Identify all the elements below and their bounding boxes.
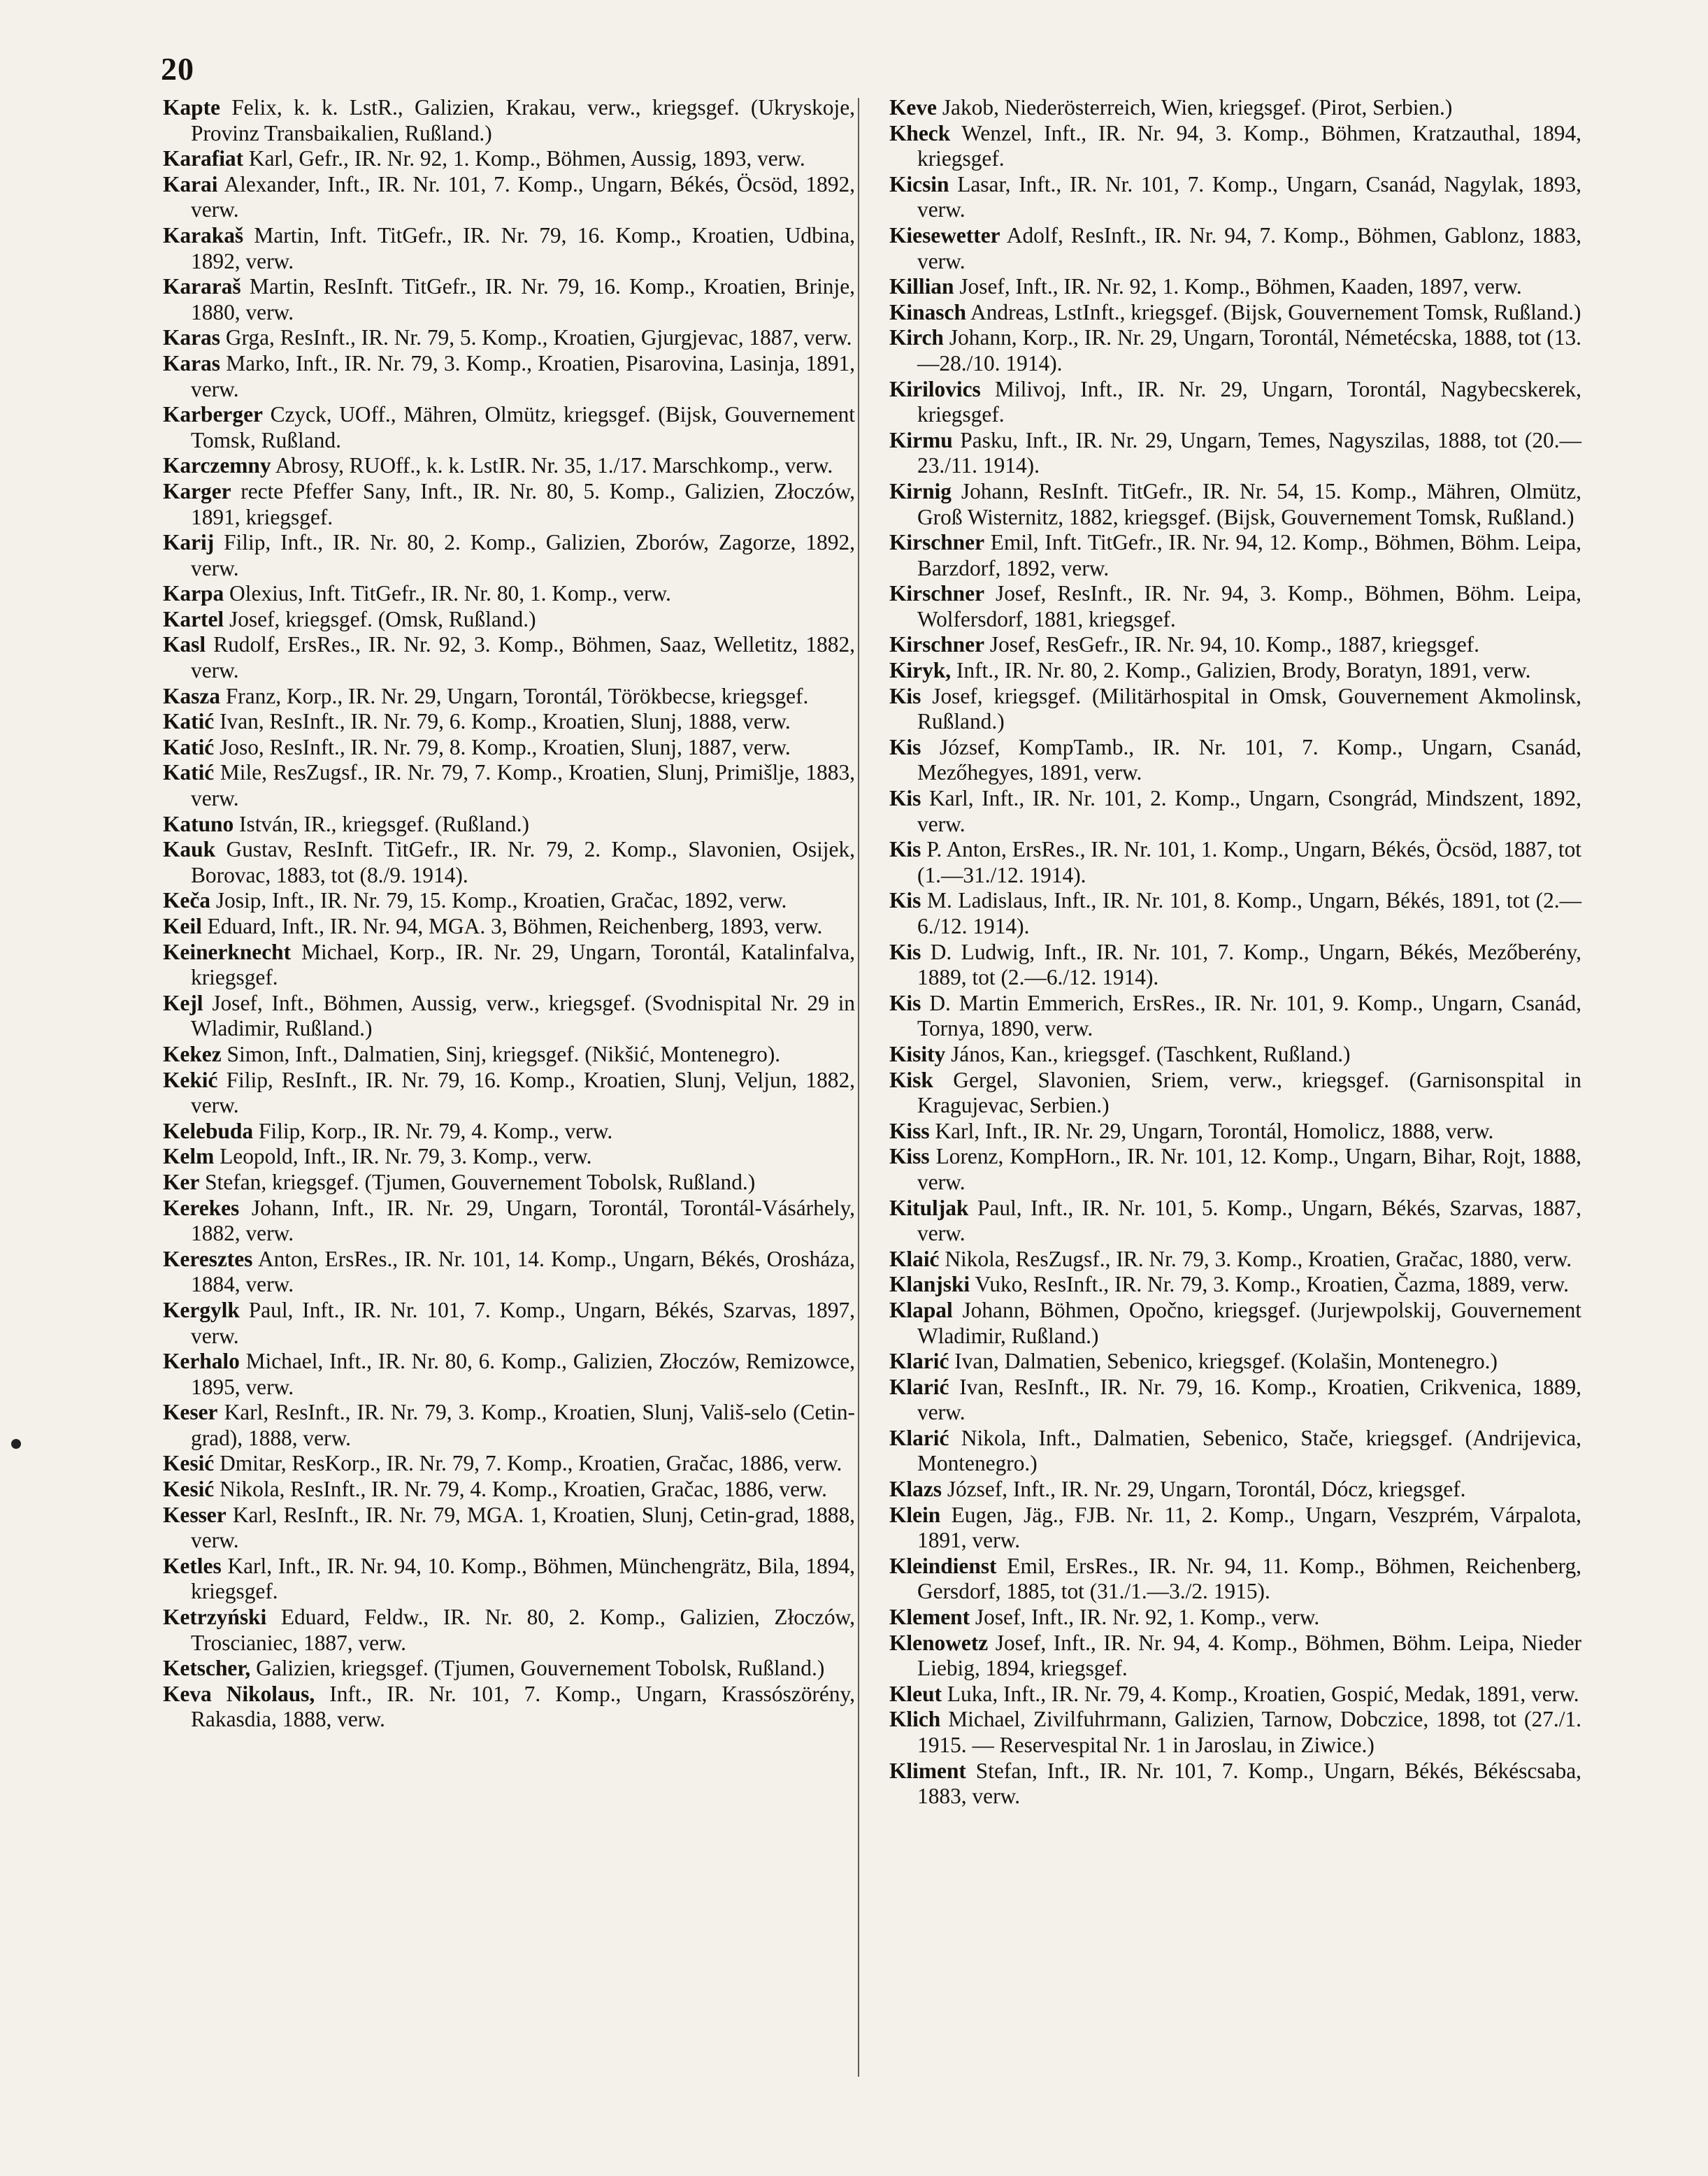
register-entry [163,1656,855,1682]
entry-details: Alexander, Inft., IR. Nr. 101, 7. Komp., Ungarn, Békés, Öcsöd, 1892, verw. [191,171,855,222]
entry-details: Josef, ResGefr., IR. Nr. 94, 10. Komp., 1887, kriegsgef. [984,632,1479,657]
register-entry [889,300,1581,326]
entry-surname: Klaić [889,1246,940,1271]
register-entry [889,530,1581,581]
entry-surname: Kisity [889,1041,946,1066]
entry-surname: Kisk [889,1067,933,1092]
register-entry [163,351,855,402]
entry-surname: Klazs [889,1477,942,1502]
register-entry [163,1298,855,1349]
entry-surname: Karpa [163,581,224,606]
entry-details: Karl, Inft., IR. Nr. 94, 10. Komp., Böhmen, Münchengrätz, Bila, 1894, kriegsgef. [191,1553,855,1604]
entry-surname: Kiss [889,1118,930,1143]
entry-surname: Ketscher, [163,1656,251,1681]
register-entry [889,428,1581,479]
register-entry [889,1196,1581,1247]
entry-surname: Kleut [889,1681,942,1706]
register-entry [889,1042,1581,1068]
entry-surname: Kliment [889,1758,966,1783]
entry-surname: Keča [163,888,210,913]
entry-surname: Kis [889,683,921,708]
entry-details: Filip, Korp., IR. Nr. 79, 4. Komp., verw. [253,1118,613,1143]
entry-details: Karl, Inft., IR. Nr. 101, 2. Komp., Ungarn, Csongrád, Mindszent, 1892, verw. [917,786,1581,836]
entry-details: Mile, ResZugsf., IR. Nr. 79, 7. Komp., Kroatien, Slunj, Primišlje, 1883, verw. [191,760,855,811]
register-entry [163,684,855,710]
entry-surname: Karij [163,530,215,555]
register-entry [163,1068,855,1119]
right-column [889,95,1581,1810]
register-entry [163,1682,855,1733]
entry-details: Eugen, Jäg., FJB. Nr. 11, 2. Komp., Ungarn, Veszprém, Várpalota, 1891, verw. [917,1502,1581,1553]
entry-surname: Kinasch [889,299,966,324]
entry-surname: Kiss [889,1144,930,1169]
entry-details: Josef, ResInft., IR. Nr. 94, 3. Komp., Böhmen, Böhm. Leipa, Wolfersdorf, 1881, kriegsgef. [917,581,1581,631]
register-entry [163,95,855,146]
entry-surname: Kauk [163,837,216,862]
entry-details: Emil, ErsRes., IR. Nr. 94, 11. Komp., Böhmen, Reichenberg, Gersdorf, 1885, tot (31./1.—3./2. 1915). [917,1553,1581,1604]
entry-surname: Kesser [163,1502,227,1527]
entry-details: Grga, ResInft., IR. Nr. 79, 5. Komp., Kroatien, Gjurgjevac, 1887, verw. [220,325,852,350]
entry-details: Dmitar, ResKorp., IR. Nr. 79, 7. Komp., Kroatien, Gračac, 1886, verw. [214,1451,842,1476]
entry-surname: Kirmu [889,427,953,452]
register-entry [163,812,855,838]
register-entry [889,1605,1581,1631]
entry-surname: Karai [163,171,218,196]
register-entry [163,607,855,633]
entry-details: Ivan, Dalmatien, Sebenico, kriegsgef. (Kolašin, Montenegro.) [949,1349,1498,1374]
page-number: 20 [161,51,194,87]
entry-surname: Kelm [163,1144,215,1169]
register-entry [163,1144,855,1170]
entry-details: Nikola, ResZugsf., IR. Nr. 79, 3. Komp., Kroatien, Gračac, 1880, verw. [939,1246,1572,1271]
entry-details: Czyck, UOff., Mähren, Olmütz, kriegsgef. (Bijsk, Gouvernement Tomsk, Rußland. [191,402,855,452]
entry-details: Josip, Inft., IR. Nr. 79, 15. Komp., Kroatien, Gračac, 1892, verw. [210,888,787,913]
entry-surname: Kirilovics [889,376,981,401]
entry-details: Johann, Korp., IR. Nr. 29, Ungarn, Torontál, Németécska, 1888, tot (13.—28./10. 1914). [917,325,1581,375]
register-entry [163,1119,855,1145]
entry-surname: Keinerknecht [163,939,292,964]
entry-details: István, IR., kriegsgef. (Rußland.) [234,811,529,836]
entry-surname: Klein [889,1502,941,1527]
entry-details: Leopold, Inft., IR. Nr. 79, 3. Komp., verw. [214,1144,592,1169]
entry-details: D. Martin Emmerich, ErsRes., IR. Nr. 101, 9. Komp., Ungarn, Csanád, Tornya, 1890, verw. [917,990,1581,1041]
entry-details: Karl, ResInft., IR. Nr. 79, 3. Komp., Kroatien, Slunj, Vališ-selo (Cetin-grad), 1888, verw. [191,1400,855,1450]
register-entry [889,95,1581,121]
entry-surname: Kesić [163,1477,215,1502]
entry-details: Lasar, Inft., IR. Nr. 101, 7. Komp., Ungarn, Csanád, Nagylak, 1893, verw. [917,171,1581,222]
entry-surname: Kheck [889,120,951,145]
entry-details: Felix, k. k. LstR., Galizien, Krakau, verw., kriegsgef. (Ukryskoje, Provinz Transbaikalien, Rußland.) [191,95,855,145]
register-entry [163,940,855,991]
entry-surname: Kirch [889,325,944,350]
entry-details: Andreas, LstInft., kriegsgef. (Bijsk, Gouvernement Tomsk, Rußland.) [966,299,1581,324]
entry-surname: Kirschner [889,530,985,555]
entry-details: Ivan, ResInft., IR. Nr. 79, 16. Komp., Kroatien, Crikvenica, 1889, verw. [917,1374,1581,1425]
entry-surname: Kirschner [889,581,985,606]
entry-details: Nikola, ResInft., IR. Nr. 79, 4. Komp., Kroatien, Gračac, 1886, verw. [214,1477,827,1502]
register-entry [163,1605,855,1656]
register-entry [163,760,855,811]
entry-details: Stefan, Inft., IR. Nr. 101, 7. Komp., Ungarn, Békés, Békéscsaba, 1883, verw. [917,1758,1581,1809]
entry-surname: Karberger [163,402,263,427]
entry-surname: Kituljak [889,1195,969,1220]
entry-surname: Kis [889,888,921,913]
entry-details: Josef, Inft., IR. Nr. 92, 1. Komp., Böhmen, Kaaden, 1897, verw. [954,274,1522,299]
register-entry [889,1144,1581,1195]
register-entry [163,735,855,761]
register-entry [889,940,1581,991]
column-divider [858,98,859,2077]
entry-details: Filip, Inft., IR. Nr. 80, 2. Komp., Galizien, Zborów, Zagorze, 1892, verw. [191,530,855,580]
register-entry [889,377,1581,428]
entry-surname: Karafiat [163,146,244,171]
entry-surname: Klapal [889,1297,953,1322]
register-entry [889,1247,1581,1273]
entry-surname: Kiryk, [889,658,952,683]
register-entry [163,632,855,683]
entry-details: Jakob, Niederösterreich, Wien, kriegsgef. (Pirot, Serbien.) [936,95,1453,120]
entry-surname: Killian [889,274,954,299]
register-entry [889,1375,1581,1426]
entry-details: Rudolf, ErsRes., IR. Nr. 92, 3. Komp., Böhmen, Saaz, Welletitz, 1882, verw. [191,632,855,683]
entry-details: Gergel, Slavonien, Sriem, verw., kriegsgef. (Garnisonspital in Kragujevac, Serbien.) [917,1067,1581,1118]
entry-details: Josef, Inft., IR. Nr. 94, 4. Komp., Böhmen, Böhm. Leipa, Nieder Liebig, 1894, kriegsgef. [917,1630,1581,1681]
entry-surname: Kesić [163,1451,215,1476]
register-entry [889,1631,1581,1682]
register-entry [163,1196,855,1247]
register-entry [889,786,1581,837]
register-entry [889,1554,1581,1605]
register-entry [889,1759,1581,1810]
entry-surname: Kerekes [163,1195,240,1220]
entry-surname: Kirnig [889,478,952,503]
entry-details: Michael, Korp., IR. Nr. 29, Ungarn, Torontál, Katalinfalva, kriegsgef. [191,939,855,990]
entry-details: Simon, Inft., Dalmatien, Sinj, kriegsgef. (Nikšić, Montenegro). [221,1041,781,1066]
entry-surname: Kis [889,786,921,811]
entry-details: Michael, Zivilfuhrmann, Galizien, Tarnow, Dobczice, 1898, tot (27./1. 1915. — Reservespital Nr. 1 in Jaroslau, in Ziwice.) [917,1707,1581,1757]
entry-surname: Klarić [889,1374,949,1399]
register-entry [163,325,855,351]
register-entry [889,581,1581,632]
entry-details: Nikola, Inft., Dalmatien, Sebenico, Stače, kriegsgef. (Andrijevica, Montenegro.) [917,1425,1581,1476]
entry-details: Anton, ErsRes., IR. Nr. 101, 14. Komp., Ungarn, Békés, Orosháza, 1884, verw. [191,1246,855,1297]
entry-details: Eduard, Inft., IR. Nr. 94, MGA. 3, Böhmen, Reichenberg, 1893, verw. [201,914,823,938]
entry-surname: Kartel [163,606,224,631]
entry-details: D. Ludwig, Inft., IR. Nr. 101, 7. Komp., Ungarn, Békés, Mezőberény, 1889, tot (2.—6./12. 1914). [917,939,1581,990]
register-entry [163,1477,855,1503]
entry-details: Martin, Inft. TitGefr., IR. Nr. 79, 16. Komp., Kroatien, Udbina, 1892, verw. [191,222,855,273]
entry-details: Eduard, Feldw., IR. Nr. 80, 2. Komp., Galizien, Złoczów, Troscianiec, 1887, verw. [191,1605,855,1655]
register-entry [163,709,855,735]
entry-details: Adolf, ResInft., IR. Nr. 94, 7. Komp., Böhmen, Gablonz, 1883, verw. [917,222,1581,273]
entry-details: Michael, Inft., IR. Nr. 80, 6. Komp., Galizien, Złoczów, Remizowce, 1895, verw. [191,1349,855,1399]
register-entry [163,172,855,223]
entry-details: Johann, Böhmen, Opočno, kriegsgef. (Jurjewpolskij, Gouvernement Wladimir, Rußland.) [917,1297,1581,1348]
register-entry [889,172,1581,223]
register-entry [889,1298,1581,1349]
register-entry [163,1042,855,1068]
register-entry [889,1707,1581,1758]
entry-details: Gustav, ResInft. TitGefr., IR. Nr. 79, 2. Komp., Slavonien, Osijek, Borovac, 1883, tot (8./9. 1914). [191,837,855,887]
register-entry [889,223,1581,274]
entry-details: Karl, Inft., IR. Nr. 29, Ungarn, Torontál, Homolicz, 1888, verw. [929,1118,1494,1143]
entry-surname: Keresztes [163,1246,253,1271]
register-entry [163,991,855,1042]
entry-surname: Karas [163,325,220,350]
entry-details: Karl, ResInft., IR. Nr. 79, MGA. 1, Kroatien, Slunj, Cetin-grad, 1888, verw. [191,1502,855,1553]
entry-details: József, Inft., IR. Nr. 29, Ungarn, Torontál, Dócz, kriegsgef. [941,1477,1466,1502]
entry-details: Milivoj, Inft., IR. Nr. 29, Ungarn, Torontál, Nagybecskerek, kriegsgef. [917,376,1581,427]
entry-surname: Keser [163,1400,218,1425]
entry-details: Wenzel, Inft., IR. Nr. 94, 3. Komp., Böhmen, Kratzauthal, 1894, kriegsgef. [917,120,1581,171]
entry-details: Johann, Inft., IR. Nr. 29, Ungarn, Torontál, Torontál-Vásárhely, 1882, verw. [191,1195,855,1246]
entry-details: recte Pfeffer Sany, Inft., IR. Nr. 80, 5. Komp., Galizien, Złoczów, 1891, kriegsgef. [191,478,855,529]
register-entry [163,1247,855,1298]
entry-surname: Kis [889,734,921,759]
entry-surname: Kararaš [163,274,241,299]
entry-surname: Katuno [163,811,234,836]
entry-details: Martin, ResInft. TitGefr., IR. Nr. 79, 16. Komp., Kroatien, Brinje, 1880, verw. [191,274,855,324]
entry-details: Johann, ResInft. TitGefr., IR. Nr. 54, 15. Komp., Mähren, Olmütz, Groß Wisternitz, 1882, kriegsgef. (Bijsk, Gouvernement Tomsk, Rußland.) [917,478,1581,529]
register-entry [889,1477,1581,1503]
entry-details: Vuko, ResInft., IR. Nr. 79, 3. Komp., Kroatien, Čazma, 1889, verw. [970,1272,1570,1297]
register-entry [889,837,1581,888]
register-entry [163,581,855,607]
register-entry [163,1400,855,1451]
register-entry [163,1349,855,1400]
entry-details: Filip, ResInft., IR. Nr. 79, 16. Komp., Kroatien, Slunj, Veljun, 1882, verw. [191,1067,855,1118]
register-entry [163,1554,855,1605]
entry-surname: Klarić [889,1349,949,1374]
entry-details: Paul, Inft., IR. Nr. 101, 7. Komp., Ungarn, Békés, Szarvas, 1897, verw. [191,1297,855,1348]
register-entry [163,146,855,172]
entry-details: Emil, Inft. TitGefr., IR. Nr. 94, 12. Komp., Böhmen, Böhm. Leipa, Barzdorf, 1892, verw. [917,530,1581,580]
entry-surname: Kis [889,837,921,862]
entry-details: Josef, kriegsgef. (Militärhospital in Omsk, Gouvernement Akmolinsk, Rußland.) [917,683,1581,734]
entry-details: Josef, Inft., Böhmen, Aussig, verw., kriegsgef. (Svodnispital Nr. 29 in Wladimir, Rußland.) [191,990,855,1041]
register-entry [889,1272,1581,1298]
entry-details: János, Kan., kriegsgef. (Taschkent, Rußland.) [945,1041,1351,1066]
entry-surname: Kergylk [163,1297,240,1322]
register-entry [163,530,855,581]
entry-surname: Klenowetz [889,1630,989,1655]
entry-details: Josef, kriegsgef. (Omsk, Rußland.) [224,606,536,631]
entry-surname: Klement [889,1605,970,1630]
register-entry [163,1503,855,1554]
entry-surname: Ketles [163,1553,222,1578]
register-entry [889,1426,1581,1477]
entry-surname: Katić [163,709,215,734]
entry-surname: Kasl [163,632,206,657]
entry-details: József, KompTamb., IR. Nr. 101, 7. Komp., Ungarn, Csanád, Mezőhegyes, 1891, verw. [917,734,1581,785]
register-entry [163,1170,855,1196]
register-entry [889,479,1581,530]
register-entry [163,402,855,453]
margin-mark [11,1439,21,1449]
entry-details: Abrosy, RUOff., k. k. LstIR. Nr. 35, 1./17. Marschkomp., verw. [271,453,833,478]
entry-surname: Kerhalo [163,1349,240,1374]
entry-surname: Kasza [163,683,220,708]
register-entry [889,121,1581,172]
entry-surname: Kis [889,939,921,964]
entry-surname: Kelebuda [163,1118,254,1143]
entry-surname: Keil [163,914,202,938]
entry-details: Joso, ResInft., IR. Nr. 79, 8. Komp., Kroatien, Slunj, 1887, verw. [214,734,791,759]
entry-surname: Klich [889,1707,941,1732]
register-entry [889,888,1581,939]
entry-surname: Keve [889,95,937,120]
entry-surname: Klarić [889,1425,949,1450]
entry-details: Pasku, Inft., IR. Nr. 29, Ungarn, Temes, Nagyszilas, 1888, tot (20.—23./11. 1914). [917,427,1581,478]
register-entry [889,684,1581,735]
entry-details: M. Ladislaus, Inft., IR. Nr. 101, 8. Komp., Ungarn, Békés, 1891, tot (2.—6./12. 1914). [917,888,1581,938]
entry-details: Olexius, Inft. TitGefr., IR. Nr. 80, 1. Komp., verw. [224,581,671,606]
entry-surname: Kejl [163,990,203,1015]
entry-surname: Karas [163,350,220,375]
entry-surname: Kiesewetter [889,222,1000,248]
entry-details: Inft., IR. Nr. 101, 7. Komp., Ungarn, Krassószörény, Rakasdia, 1888, verw. [191,1681,855,1732]
entry-details: Marko, Inft., IR. Nr. 79, 3. Komp., Kroatien, Pisarovina, Lasinja, 1891, verw. [191,350,855,401]
register-entry [889,991,1581,1042]
register-entry [889,1068,1581,1119]
entry-surname: Karczemny [163,453,271,478]
register-entry [163,223,855,274]
entry-surname: Kapte [163,95,220,120]
entry-surname: Keva Nikolaus, [163,1681,315,1706]
entry-surname: Kekić [163,1067,218,1092]
entry-surname: Kis [889,990,921,1015]
entry-surname: Karger [163,478,231,503]
register-entry [889,1119,1581,1145]
entry-surname: Kleindienst [889,1553,997,1578]
entry-details: P. Anton, ErsRes., IR. Nr. 101, 1. Komp., Ungarn, Békés, Öcsöd, 1887, tot (1.—31./12. 1914). [917,837,1581,887]
entry-surname: Ketrzyński [163,1605,267,1630]
entry-surname: Klanjski [889,1272,970,1297]
entry-details: Lorenz, KompHorn., IR. Nr. 101, 12. Komp., Ungarn, Bihar, Rojt, 1888, verw. [917,1144,1581,1194]
entry-details: Paul, Inft., IR. Nr. 101, 5. Komp., Ungarn, Békés, Szarvas, 1887, verw. [917,1195,1581,1246]
entry-surname: Kicsin [889,171,949,196]
register-entry [889,274,1581,300]
register-entry [163,914,855,940]
entry-details: Franz, Korp., IR. Nr. 29, Ungarn, Torontál, Törökbecse, kriegsgef. [220,683,809,708]
entry-details: Ivan, ResInft., IR. Nr. 79, 6. Komp., Kroatien, Slunj, 1888, verw. [214,709,791,734]
register-entry [889,658,1581,684]
entry-details: Galizien, kriegsgef. (Tjumen, Gouvernement Tobolsk, Rußland.) [250,1656,825,1681]
entry-details: Inft., IR. Nr. 80, 2. Komp., Galizien, Brody, Boratyn, 1891, verw. [951,658,1531,683]
register-entry [163,479,855,530]
entry-surname: Karakaš [163,222,244,248]
register-entry [163,1451,855,1477]
entry-details: Josef, Inft., IR. Nr. 92, 1. Komp., verw. [970,1605,1320,1630]
entry-details: Luka, Inft., IR. Nr. 79, 4. Komp., Kroatien, Gospić, Medak, 1891, verw. [941,1681,1579,1706]
left-column [163,95,855,1733]
register-entry [889,735,1581,786]
entry-details: Stefan, kriegsgef. (Tjumen, Gouvernement Tobolsk, Rußland.) [199,1169,756,1194]
register-entry [889,632,1581,658]
register-entry [889,1349,1581,1375]
register-entry [889,1503,1581,1554]
register-entry [163,274,855,325]
register-entry [163,837,855,888]
entry-details: Karl, Gefr., IR. Nr. 92, 1. Komp., Böhmen, Aussig, 1893, verw. [243,146,805,171]
register-entry [889,325,1581,376]
register-entry [163,453,855,479]
entry-surname: Ker [163,1169,200,1194]
entry-surname: Kekez [163,1041,222,1066]
entry-surname: Kirschner [889,632,985,657]
entry-surname: Katić [163,734,215,759]
register-entry [163,888,855,914]
entry-surname: Katić [163,760,215,785]
register-entry [889,1682,1581,1708]
